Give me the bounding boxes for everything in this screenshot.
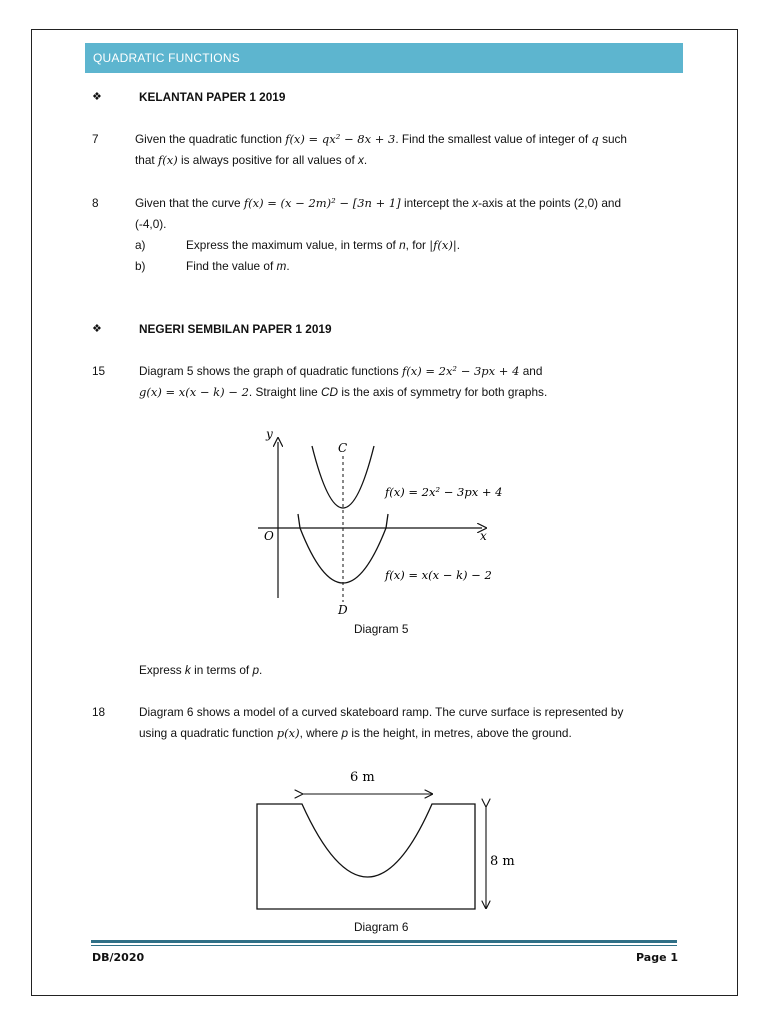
question-number: 15 [92,364,106,378]
ramp-shape [257,804,475,909]
q8-text: intercept the [403,196,469,210]
q8-text: -axis at the points (2,0) and [478,196,622,210]
q15-text: Diagram 5 shows the graph of quadratic functions [139,364,399,378]
q15-variable: p [252,663,260,677]
q18-text: , where [299,726,339,740]
bullet-diamond-icon: ❖ [92,91,102,103]
q15-text: . Straight line [248,385,318,399]
q8-text: Find the value of [186,259,274,273]
q8-text: Given that the curve [135,196,241,210]
diagram-6 [250,762,520,918]
q8-part-label: b) [135,259,146,273]
q7-function: f(x) = qx² − 8x + 3 [285,132,396,146]
q8-variable: n [399,238,406,252]
diagram-6-caption: Diagram 6 [354,920,409,934]
q8-part-label: a) [135,238,146,252]
q8-text: Express the maximum value, in terms of [186,238,396,252]
height-label: 8 m [490,854,515,869]
q15-line1 [139,364,542,378]
q18-line1: Diagram 6 shows a model of a curved skateboard ramp. The curve surface is represented by [139,705,624,719]
q15-text: is the axis of symmetry for both graphs. [341,385,548,399]
q7-text: . [363,153,368,167]
footer-code: DB/2020 [92,951,145,964]
q8-line2: (-4,0). [135,217,167,231]
g-curve-label: f(x) = x(x − k) − 2 [385,568,492,582]
q7-text: . Find the smallest value of integer of [395,132,589,146]
section-title: KELANTAN PAPER 1 2019 [139,90,286,104]
x-label: x [480,529,487,543]
q8-text: . [286,259,290,273]
q8-variable: m [276,259,287,273]
q7-variable: x [358,153,364,167]
point-d-label: D [338,603,348,617]
footer-rule [91,940,677,943]
header-bar [85,43,683,73]
diagram-5-caption: Diagram 5 [354,622,409,636]
footer-rule [91,945,677,946]
q18-text: using a quadratic function [139,726,274,740]
q7-variable: q [591,132,599,146]
q18-variable: p [341,726,349,740]
q7-fx: f(x) [157,153,178,167]
q15-text: Express [139,663,182,677]
q7-text: is always positive for all values of [180,153,355,167]
q15-g-function: g(x) = x(x − k) − 2 [139,385,249,399]
header-title: QUADRATIC FUNCTIONS [93,51,240,65]
q15-ask [139,663,262,677]
point-c-label: C [338,441,348,455]
bullet-diamond-icon: ❖ [92,323,102,335]
q18-text: is the height, in metres, above the ground. [351,726,572,740]
section-title: NEGERI SEMBILAN PAPER 1 2019 [139,322,332,336]
page-number: Page 1 [636,951,679,964]
q8-variable: x [472,196,479,210]
question-number: 7 [92,132,99,146]
question-number: 18 [92,705,106,719]
y-label: y [266,427,273,441]
q15-text: in terms of [194,663,250,677]
q18-px: p(x) [276,726,300,740]
q15-text: and [522,364,543,378]
q15-line-name: CD [321,385,339,399]
q7-text: Given the quadratic function [135,132,282,146]
q18-line2 [139,726,572,740]
q8-text: , for [405,238,426,252]
q15-variable: k [184,663,191,677]
f-curve-label: f(x) = 2x² − 3px + 4 [385,485,503,499]
q8-line1 [135,196,621,210]
origin-label: O [264,529,274,543]
q8-abs-function: |f(x)| [429,238,457,252]
q15-text: . [259,663,263,677]
diagram-5 [250,422,520,618]
q8-text: . [456,238,460,252]
q15-line2 [139,385,547,399]
q8-part-a [186,238,460,252]
q8-function: f(x) = (x − 2m)² − [3n + 1] [243,196,401,210]
q7-line2 [135,153,367,167]
q7-text: that [135,153,155,167]
q15-f-function: f(x) = 2x² − 3px + 4 [401,364,520,378]
q7-text: such [602,132,627,146]
q7-line1 [135,132,627,146]
width-label: 6 m [350,770,375,785]
q8-part-b [186,259,290,273]
question-number: 8 [92,196,99,210]
